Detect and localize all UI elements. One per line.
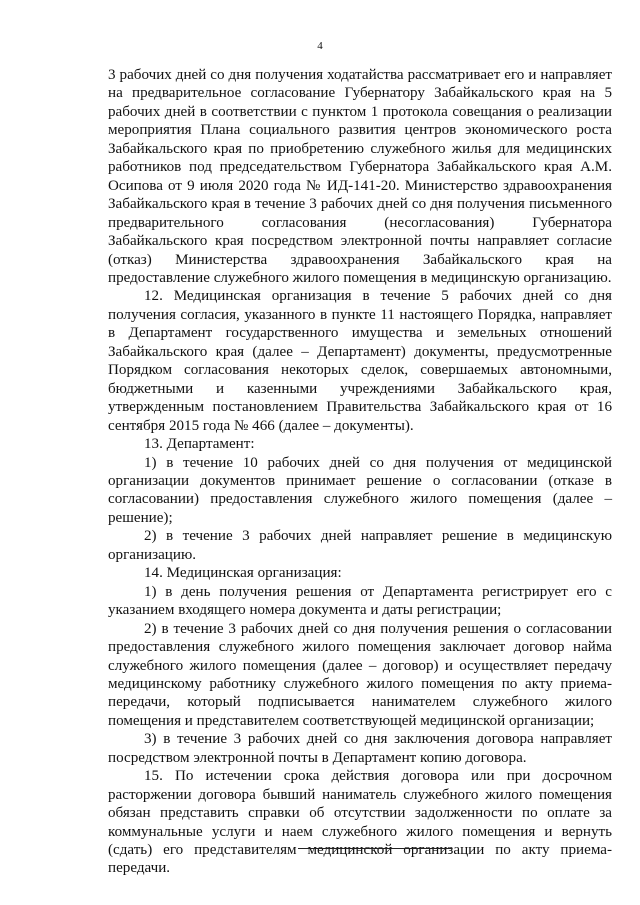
paragraph-13-item-2: 2) в течение 3 рабочих дней направляет решение в медицинскую организацию.	[108, 528, 612, 563]
paragraph-14-item-2: 2) в течение 3 рабочих дней со дня получения решения о согласовании предоставления служебного жилого помещения заключает договор найма служебного жилого помещения (далее – договор) и осуществляет передачу медицинскому работнику служебного жилого помещения по акту приема-передачи, который подписывается нанимателем служебного жилого помещения и представителем соответствующей медицинской организации;	[108, 620, 612, 729]
page-number: 4	[317, 40, 323, 52]
paragraph-12: 12. Медицинская организация в течение 5 рабочих дней со дня получения согласия, указанного в пункте 11 настоящего Порядка, направляет в Департамент государственного имущества и земельных отношений Забайкальского края (далее – Департамент) документы, предусмотренные Порядком согласования некоторых сделок, совершаемых автономными, бюджетными и казенными учреждениями Забайкальского края, утвержденным постановлением Правительства Забайкальского края от 16 сентября 2015 года № 466 (далее – документы).	[108, 288, 612, 434]
paragraph-continuation: 3 рабочих дней со дня получения ходатайства рассматривает его и направляет на предварительное согласование Губернатору Забайкальского края на 5 рабочих дней в соответствии с пунктом 1 протокола совещания о реализации мероприятия Плана социального развития центров экономического роста Забайкальского края по приобретению служебного жилья для медицинских работников под председательством Губернатора Забайкальского края А.М. Осипова от 9 июля 2020 года № ИД-141-20. Министерство здравоохранения Забайкальского края в течение 3 рабочих дней со дня получения письменного предварительного согласования (несогласования) Губернатора Забайкальского края посредством электронной почты направляет согласие (отказ) Министерства здравоохранения Забайкальского края на предоставление служебного жилого помещения в медицинскую организацию.	[108, 67, 612, 286]
end-of-document-rule	[298, 848, 452, 849]
paragraph-13-item-1: 1) в течение 10 рабочих дней со дня получения от медицинской организации документов принимает решение о согласовании (отказе в согласовании) предоставления служебного жилого помещения (далее – решение);	[108, 454, 612, 526]
paragraph-14-item-3: 3) в течение 3 рабочих дней со дня заключения договора направляет посредством электронной почты в Департамент копию договора.	[108, 731, 612, 766]
paragraph-13: 13. Департамент:	[144, 436, 255, 453]
paragraph-14-item-1: 1) в день получения решения от Департамента регистрирует его с указанием входящего номера документа и даты регистрации;	[108, 583, 612, 619]
paragraph-15: 15. По истечении срока действия договора или при досрочном расторжении договора бывший наниматель служебного жилого помещения обязан представить справки об отсутствии задолженности по оплате за коммунальные услуги и наем служебного жилого помещения и вернуть (сдать) его представителям медицинской организации по акту приема-передачи.	[108, 768, 612, 877]
document-body	[108, 66, 612, 878]
paragraph-14: 14. Медицинская организация:	[144, 565, 342, 582]
